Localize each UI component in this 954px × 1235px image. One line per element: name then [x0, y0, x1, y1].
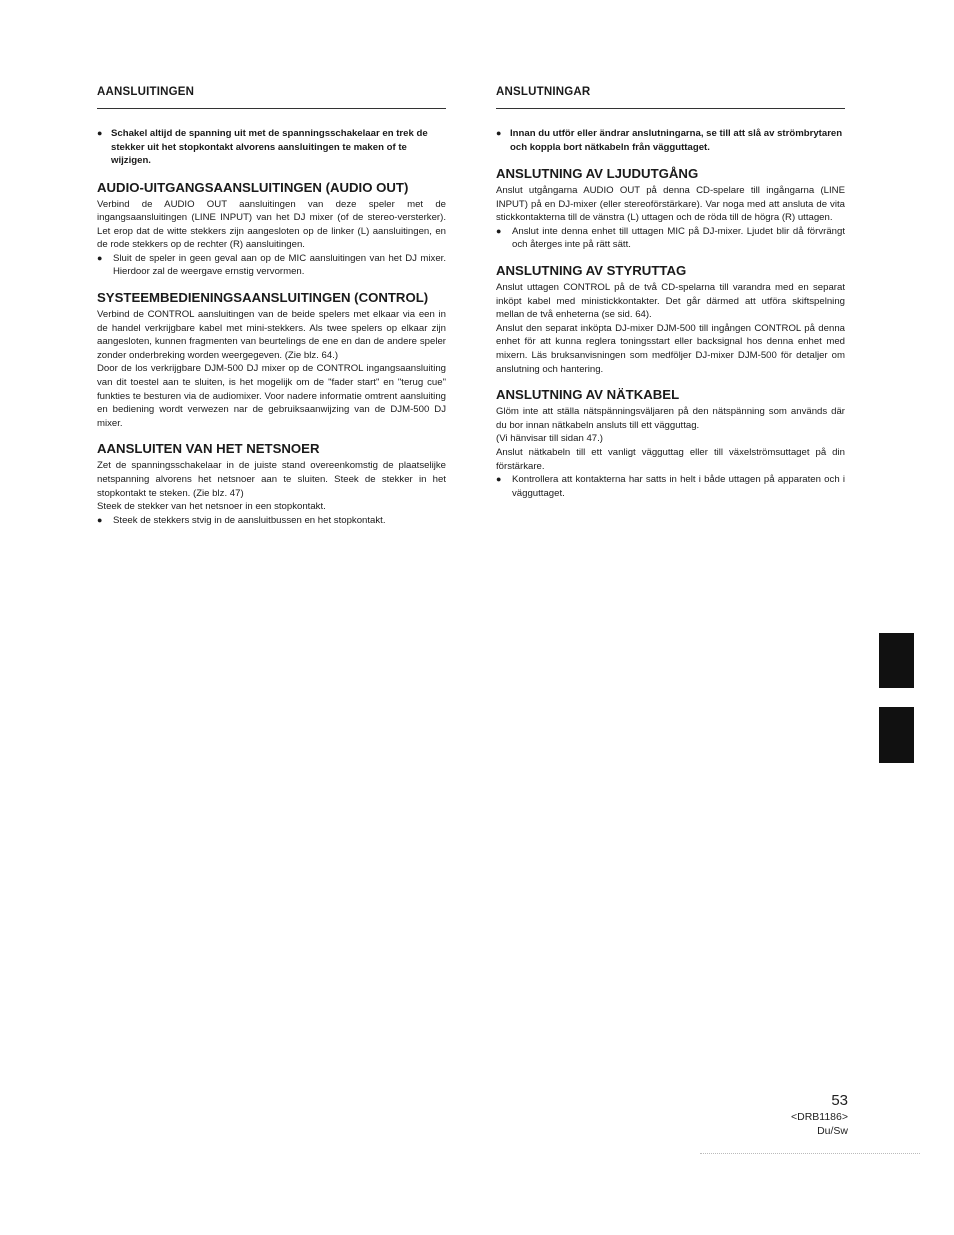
paragraph: Anslut den separat inköpta DJ-mixer DJM-500 till ingången CONTROL på denna enhet för att kunna reglera toningsstart eller backsignal hos denna enhet med mixern. Läs bruksanvisningen som medföljer DJ-mixer DJM-500 för detaljer om anslutning och hantering. — [496, 322, 845, 375]
bullet-item — [97, 514, 446, 528]
paragraph: Anslut utgångarna AUDIO OUT på denna CD-spelare till ingångarna (LINE INPUT) på en DJ-mixer (eller stereoförstärkare). Var noga med att ansluta de vita stickkontakterna till de vänstra (L) uttagen och de röda till de högra (R) uttagen. — [496, 185, 845, 224]
section-heading: AANSLUITEN VAN HET NETSNOER — [97, 441, 320, 457]
bullet-text: Kontrollera att kontakterna har satts in helt i både uttagen på apparaten och i vägguttaget. — [512, 474, 845, 499]
column-dutch — [97, 86, 446, 538]
paragraph: Door de los verkrijgbare DJM-500 DJ mixer op de CONTROL ingangsaansluiting van dit toestel aan te sluiten, is het mogelijk om de "fader start" en "terug cue" funkties te besturen via de audiomixer. Voor nadere informatie omtrent aansluiting en bediening wordt verwezen nar de gebruiksaanwijzing van de DJM-500 DJ mixer. — [97, 363, 446, 429]
language-tab-marker — [879, 707, 914, 763]
bullet-text: Sluit de speler in geen geval aan op de MIC aansluitingen van het DJ mixer. Hierdoor zal de weergave ernstig vervormen. — [113, 252, 446, 278]
section-heading: SYSTEEMBEDIENINGSAANSLUITINGEN (CONTROL) — [97, 290, 429, 306]
language-tab-marker — [879, 633, 914, 688]
warning-text: Schakel altijd de spanning uit met de spanningsschakelaar en trek de stekker uit het stopkontakt alvorens aansluitingen te maken of te wijzigen. — [111, 128, 428, 166]
language-code: Du/Sw — [817, 1125, 848, 1137]
bullet-icon: ● — [496, 474, 502, 485]
section-audio-out — [97, 180, 446, 280]
warning-note — [496, 127, 845, 154]
section-control — [496, 263, 845, 376]
bullet-icon: ● — [496, 128, 502, 138]
scan-artifact-line — [700, 1153, 920, 1154]
warning-note — [97, 127, 446, 168]
bullet-icon: ● — [97, 128, 103, 138]
bullet-item — [496, 225, 845, 252]
bullet-item — [496, 473, 845, 500]
bullet-text: Steek de stekkers stvig in de aansluitbussen en het stopkontakt. — [113, 514, 386, 526]
section-audio-out — [496, 166, 845, 252]
bullet-icon: ● — [97, 514, 103, 525]
section-heading: AUDIO-UITGANGSAANSLUITINGEN (AUDIO OUT) — [97, 179, 409, 195]
bullet-item — [97, 252, 446, 279]
section-power-cord — [97, 441, 446, 527]
column-swedish — [496, 86, 845, 511]
paragraph: Steek de stekker van het netsnoer in een stopkontakt. — [97, 501, 326, 513]
document-code: <DRB1186> — [790, 1111, 848, 1123]
section-heading: ANSLUTNING AV NÄTKABEL — [496, 387, 680, 403]
section-heading: ANSLUTNING AV STYRUTTAG — [496, 262, 687, 278]
page-number: 53 — [831, 1092, 848, 1109]
section-power-cord — [496, 387, 845, 500]
paragraph: Verbind de CONTROL aansluitingen van de beide spelers met elkaar via een in de handel verkrijgbare kabel met mini-stekkers. Als twee spelers op elkaar zijn aangesloten, kunnen fragmenten van beurtelings de ene en dan de andere speler zonder onderbreking worden weergegeven. (Zie blz. 64.) — [97, 309, 446, 361]
bullet-icon: ● — [97, 252, 103, 263]
bullet-icon: ● — [496, 225, 502, 236]
column-header: AANSLUITINGEN — [97, 86, 446, 109]
section-control — [97, 290, 446, 430]
paragraph: Anslut nätkabeln till ett vanligt vägguttag eller till växelströmsuttaget på din förstärkare. — [496, 446, 845, 472]
page-footer — [791, 1092, 848, 1138]
section-heading: ANSLUTNING AV LJUDUTGÅNG — [496, 166, 699, 181]
paragraph: Verbind de AUDIO OUT aansluitingen van deze speler met de ingangsaansluitingen (LINE INPUT) van het DJ mixer (of de stereo-versterker). Let erop dat de witte stekkers zijn aangesloten op de linker (L) aansluitingen, en de rode stekkers op de rechter (R) aansluitingen. — [97, 198, 446, 251]
warning-text: Innan du utför eller ändrar anslutningarna, se till att slå av strömbrytaren och koppla bort nätkabeln från vägguttaget. — [510, 128, 843, 153]
column-header: ANSLUTNINGAR — [496, 86, 845, 109]
paragraph: Anslut uttagen CONTROL på de två CD-spelarna till varandra med en separat inköpt kabel med ministickkontakter. Det går därmed att utföra skiftspelning mellan de två enheterna (se sid. 64). — [496, 281, 845, 321]
bullet-text: Anslut inte denna enhet till uttagen MIC på DJ-mixer. Ljudet blir då förvrängt och återges inte på rätt sätt. — [512, 225, 845, 251]
paragraph: Glöm inte att ställa nätspänningsväljaren på den nätspänning som används där du bor innan nätkabeln ansluts till ett vägguttag. — [496, 406, 845, 431]
paragraph: (Vi hänvisar till sidan 47.) — [496, 433, 604, 445]
paragraph: Zet de spanningsschakelaar in de juiste stand overeenkomstig de plaatselijke netspanning alvorens het netsnoer aan te sluiten. Steek de stekker in het stopkontakt te steken. (Zie blz. 47) — [97, 460, 446, 499]
